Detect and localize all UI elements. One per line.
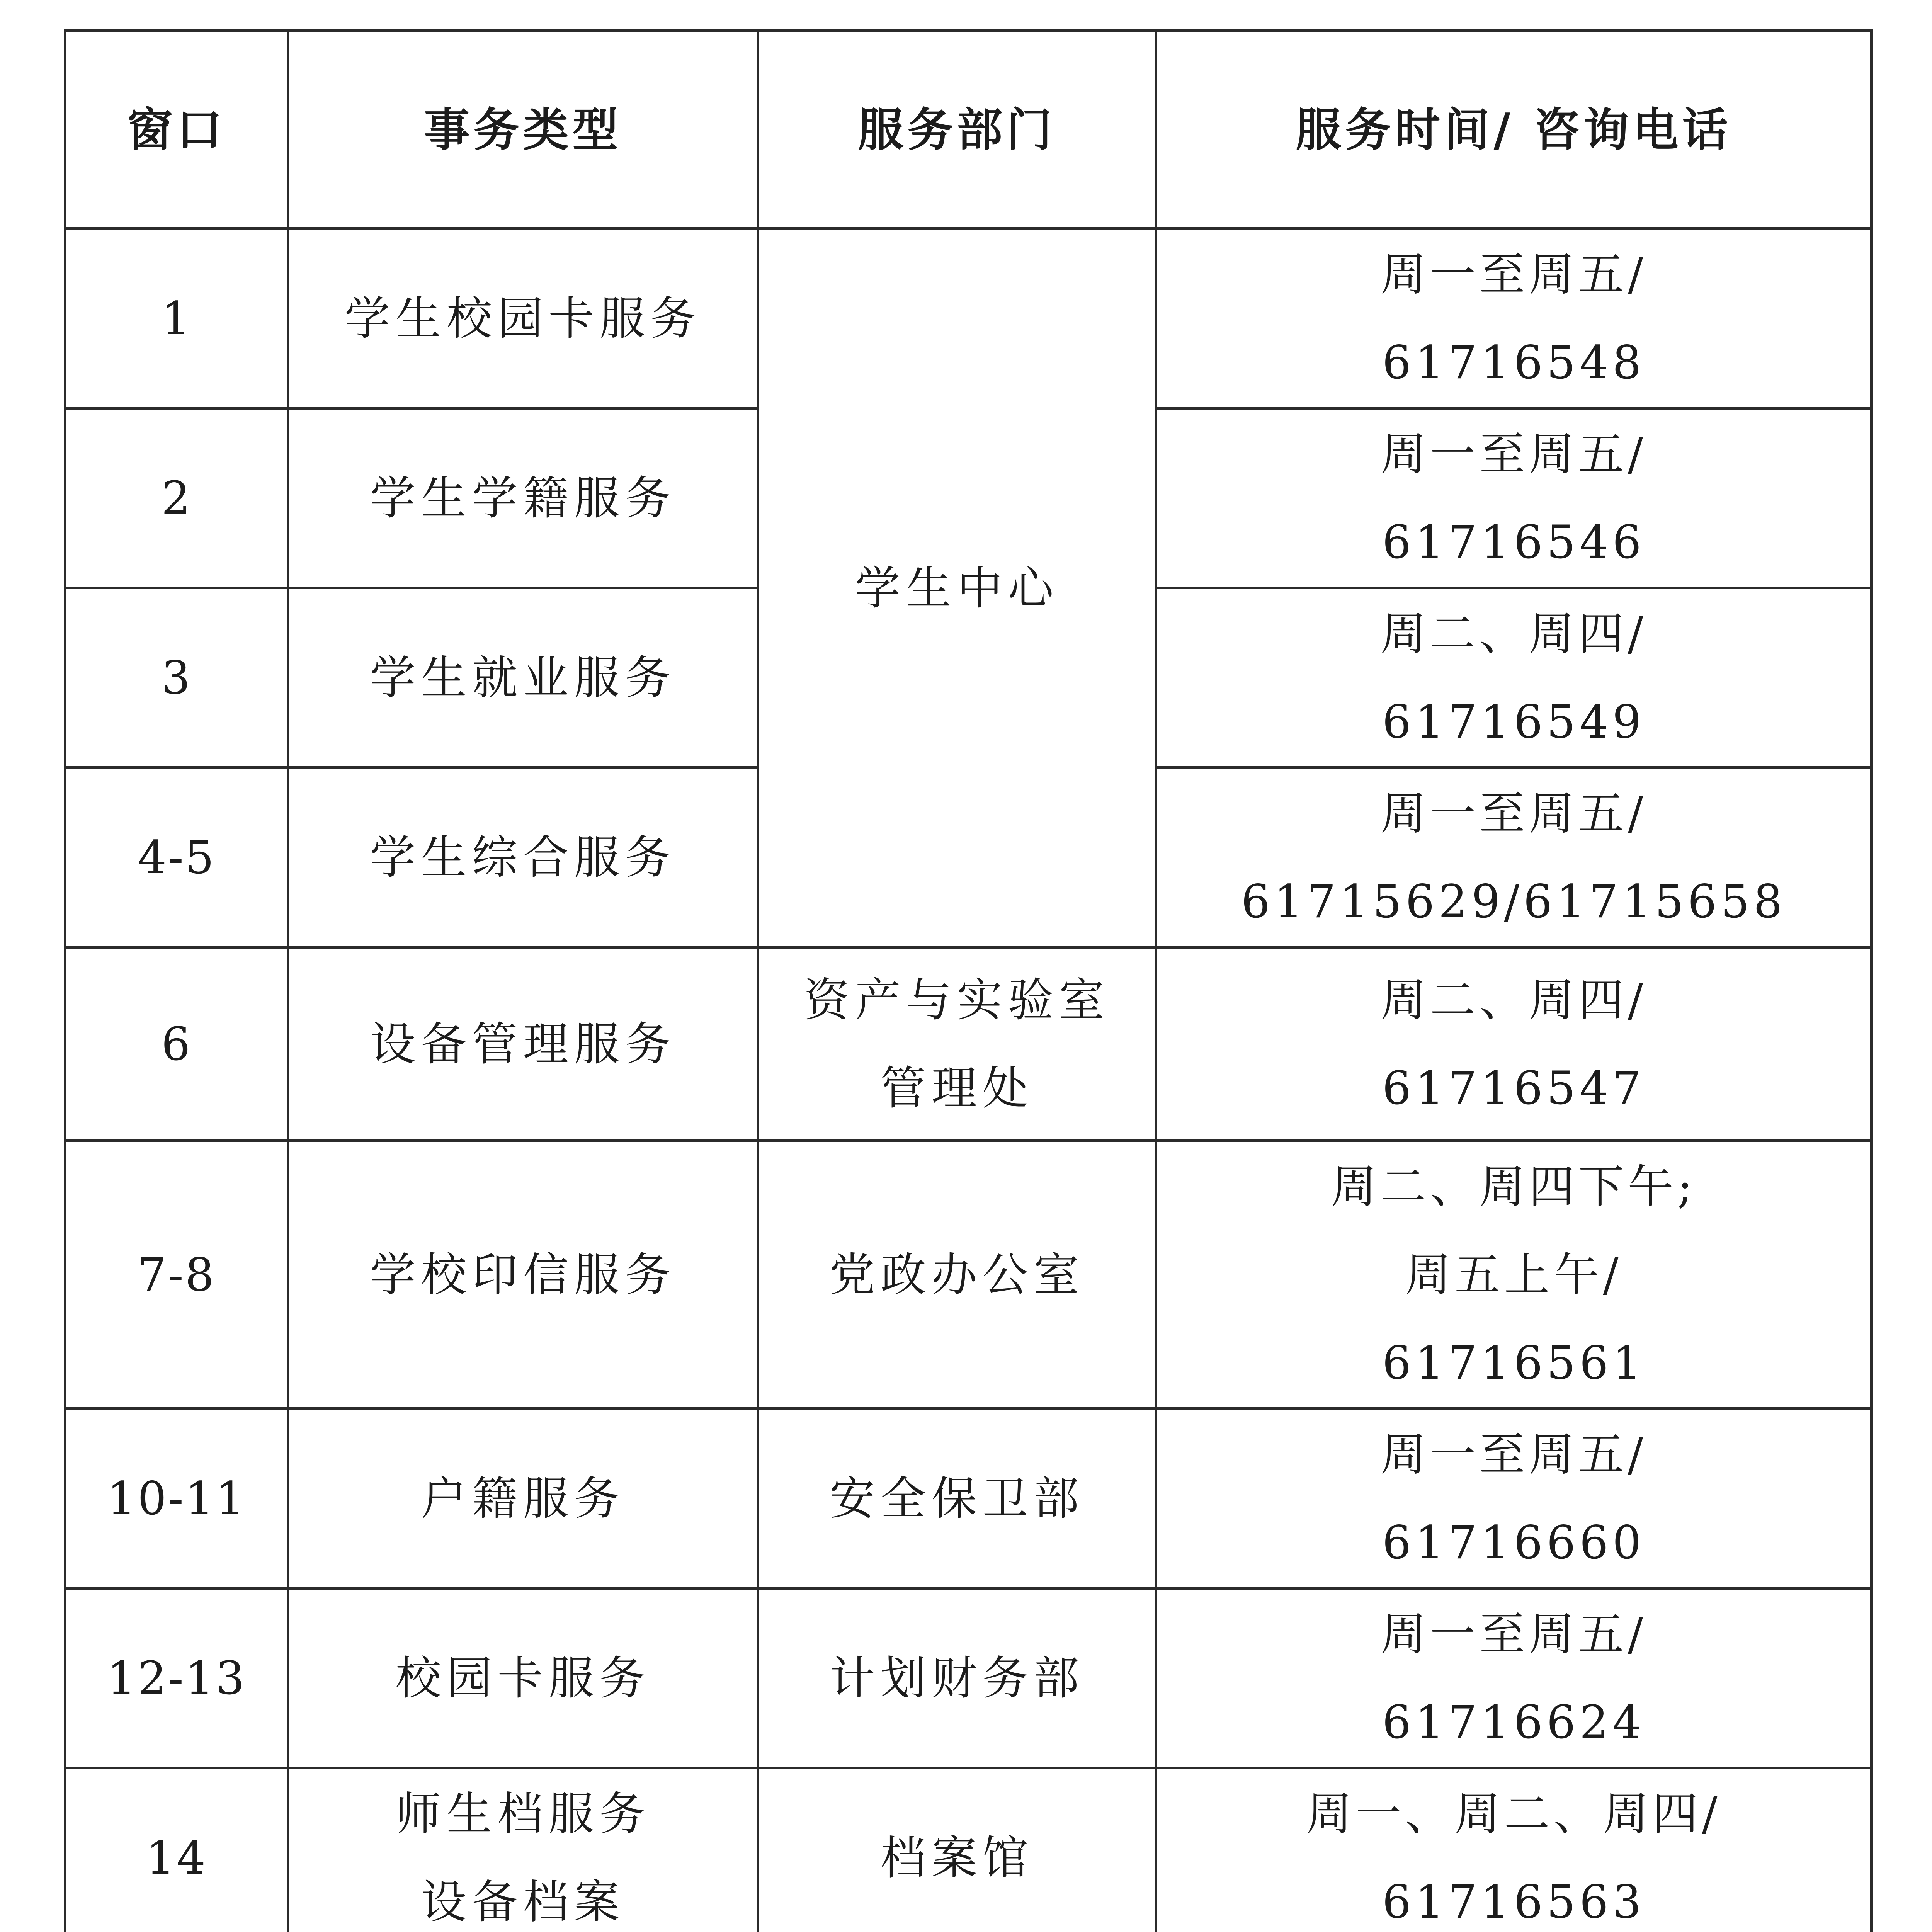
time-cell (1156, 229, 1872, 408)
time-line: 周一至周五/ (1380, 787, 1647, 840)
type-cell (288, 229, 758, 408)
time-cell (1156, 947, 1872, 1141)
window-cell: 14 (65, 1768, 288, 1932)
dept-line: 安全保卫部 (829, 1472, 1085, 1525)
table-row (65, 947, 1872, 1141)
window-cell: 1 (65, 229, 288, 408)
type-cell (288, 408, 758, 588)
dept-line: 党政办公室 (829, 1248, 1085, 1301)
time-line: 周一、周二、周四/ (1306, 1787, 1721, 1840)
time-cell (1156, 1141, 1872, 1409)
dept-line: 资产与实验室 (804, 973, 1110, 1027)
phone-line: 61716563 (1382, 1875, 1645, 1929)
type-line: 设备管理服务 (370, 1017, 676, 1071)
time-cell (1156, 1409, 1872, 1588)
header-row (65, 31, 1872, 229)
header-type: 事务类型 (288, 31, 758, 229)
type-line: 户籍服务 (421, 1472, 625, 1525)
time-line: 周五上午/ (1405, 1248, 1622, 1301)
phone-line: 61716561 (1382, 1336, 1645, 1389)
window-cell: 3 (65, 588, 288, 768)
type-cell (288, 1588, 758, 1768)
time-cell (1156, 1768, 1872, 1932)
type-line: 学生学籍服务 (370, 471, 676, 525)
phone-line: 61716624 (1382, 1696, 1645, 1749)
type-line: 学生就业服务 (370, 651, 676, 704)
dept-line: 计划财务部 (829, 1651, 1085, 1705)
header-time-line-2: 咨询电话 (1534, 103, 1732, 156)
header-window: 窗口 (65, 31, 288, 229)
time-cell (1156, 768, 1872, 947)
type-line: 设备档案 (421, 1875, 625, 1929)
dept-cell (758, 1409, 1156, 1588)
type-line: 师生档服务 (395, 1787, 651, 1840)
time-cell (1156, 1588, 1872, 1768)
time-line: 周二、周四下午; (1331, 1160, 1697, 1213)
header-time (1156, 31, 1872, 229)
table-row (65, 1588, 1872, 1768)
type-line: 校园卡服务 (395, 1651, 651, 1705)
window-cell: 4-5 (65, 768, 288, 947)
dept-line: 档案馆 (880, 1831, 1034, 1884)
header-time-line-1: 服务时间/ (1296, 103, 1514, 156)
phone-line: 61715629/61715658 (1241, 875, 1786, 928)
dept-cell (758, 1768, 1156, 1932)
time-cell (1156, 408, 1872, 588)
dept-cell (758, 1141, 1156, 1409)
time-line: 周一至周五/ (1380, 248, 1647, 301)
table-row (65, 1768, 1872, 1932)
phone-line: 61716549 (1382, 695, 1645, 748)
table-row (65, 1141, 1872, 1409)
type-cell (288, 1141, 758, 1409)
window-cell: 6 (65, 947, 288, 1141)
time-cell (1156, 588, 1872, 768)
type-cell (288, 768, 758, 947)
phone-line: 61716546 (1382, 515, 1645, 569)
time-line: 周一至周五/ (1380, 1428, 1647, 1481)
type-line: 学生综合服务 (370, 831, 676, 884)
service-window-table (64, 29, 1873, 1932)
type-cell (288, 588, 758, 768)
window-cell: 12-13 (65, 1588, 288, 1768)
dept-cell (758, 229, 1156, 947)
type-line: 学校印信服务 (370, 1248, 676, 1301)
type-line: 学生校园卡服务 (344, 292, 702, 345)
window-cell: 10-11 (65, 1409, 288, 1588)
phone-line: 61716660 (1382, 1516, 1645, 1569)
phone-line: 61716548 (1382, 336, 1645, 389)
dept-cell (758, 947, 1156, 1141)
dept-line: 管理处 (880, 1061, 1034, 1115)
dept-cell (758, 1588, 1156, 1768)
table-row (65, 1409, 1872, 1588)
header-dept: 服务部门 (758, 31, 1156, 229)
type-cell (288, 947, 758, 1141)
type-cell (288, 1768, 758, 1932)
time-line: 周一至周五/ (1380, 1607, 1647, 1661)
time-line: 周二、周四/ (1380, 607, 1647, 660)
phone-line: 61716547 (1382, 1061, 1645, 1115)
window-cell: 7-8 (65, 1141, 288, 1409)
time-line: 周二、周四/ (1380, 973, 1647, 1027)
window-cell: 2 (65, 408, 288, 588)
time-line: 周一至周五/ (1380, 427, 1647, 481)
table-row (65, 229, 1872, 408)
dept-line: 学生中心 (855, 561, 1059, 615)
type-cell (288, 1409, 758, 1588)
